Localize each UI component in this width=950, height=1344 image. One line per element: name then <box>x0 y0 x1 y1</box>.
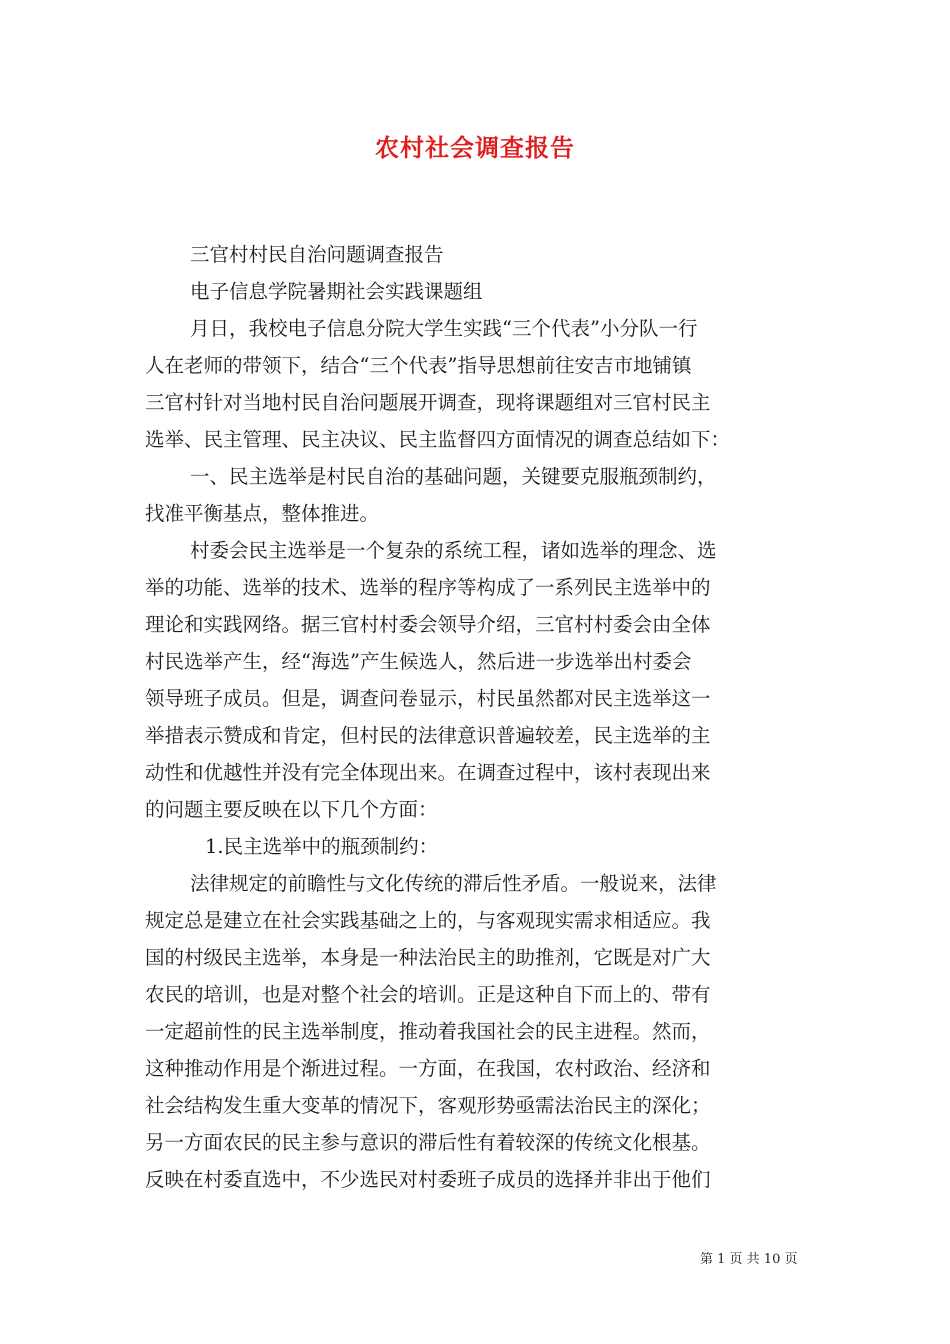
body-line: 社会结构发生重大变革的情况下，客观形势亟需法治民主的深化； <box>145 1094 711 1117</box>
page-number: 第 1 页 共 10 页 <box>700 1252 798 1267</box>
body-line: 农民的培训，也是对整个社会的培训。正是这种自下而上的、带有 <box>145 983 711 1006</box>
body-line: 国的村级民主选举，本身是一种法治民主的助推剂，它既是对广大 <box>145 946 711 969</box>
body-line: 动性和优越性并没有完全体现出来。在调查过程中，该村表现出来 <box>145 761 711 784</box>
body-line: 领导班子成员。但是，调查问卷显示，村民虽然都对民主选举这一 <box>145 687 711 710</box>
page-title: 农村社会调查报告 <box>375 133 575 162</box>
body-line: 一定超前性的民主选举制度，推动着我国社会的民主进程。然而， <box>145 1020 711 1043</box>
body-line: 月日，我校电子信息分院大学生实践“三个代表”小分队一行 <box>190 317 698 340</box>
body-line: 找准平衡基点，整体推进。 <box>145 502 380 525</box>
body-line: 一、民主选举是村民自治的基础问题，关键要克服瓶颈制约， <box>190 465 717 488</box>
body-line: 举的功能、选举的技术、选举的程序等构成了一系列民主选举中的 <box>145 576 711 599</box>
body-line: 规定总是建立在社会实践基础之上的，与客观现实需求相适应。我 <box>145 909 711 932</box>
body-line: 法律规定的前瞻性与文化传统的滞后性矛盾。一般说来，法律 <box>190 872 717 895</box>
body-line: 村委会民主选举是一个复杂的系统工程，诸如选举的理念、选 <box>190 539 717 562</box>
body-line: 三官村针对当地村民自治问题展开调查，现将课题组对三官村民主 <box>145 391 711 414</box>
body-line: 村民选举产生，经“海选”产生候选人，然后进一步选举出村委会 <box>145 650 692 673</box>
body-line: 这种推动作用是个渐进过程。一方面，在我国，农村政治、经济和 <box>145 1057 711 1080</box>
body-line: 举措表示赞成和肯定，但村民的法律意识普遍较差，民主选举的主 <box>145 724 711 747</box>
body-line: 选举、民主管理、民主决议、民主监督四方面情况的调查总结如下： <box>145 428 731 451</box>
body-line: 三官村村民自治问题调查报告 <box>190 243 444 266</box>
body-line: 理论和实践网络。据三官村村委会领导介绍，三官村村委会由全体 <box>145 613 711 636</box>
body-line: 反映在村委直选中，不少选民对村委班子成员的选择并非出于他们 <box>145 1168 711 1191</box>
body-line: 另一方面农民的民主参与意识的滞后性有着较深的传统文化根基。 <box>145 1131 711 1154</box>
section-heading: 1.民主选举中的瓶颈制约： <box>205 835 439 858</box>
body-line: 电子信息学院暑期社会实践课题组 <box>190 280 483 303</box>
body-line: 人在老师的带领下，结合“三个代表”指导思想前往安吉市地铺镇 <box>145 354 692 377</box>
body-line: 的问题主要反映在以下几个方面： <box>145 798 438 821</box>
